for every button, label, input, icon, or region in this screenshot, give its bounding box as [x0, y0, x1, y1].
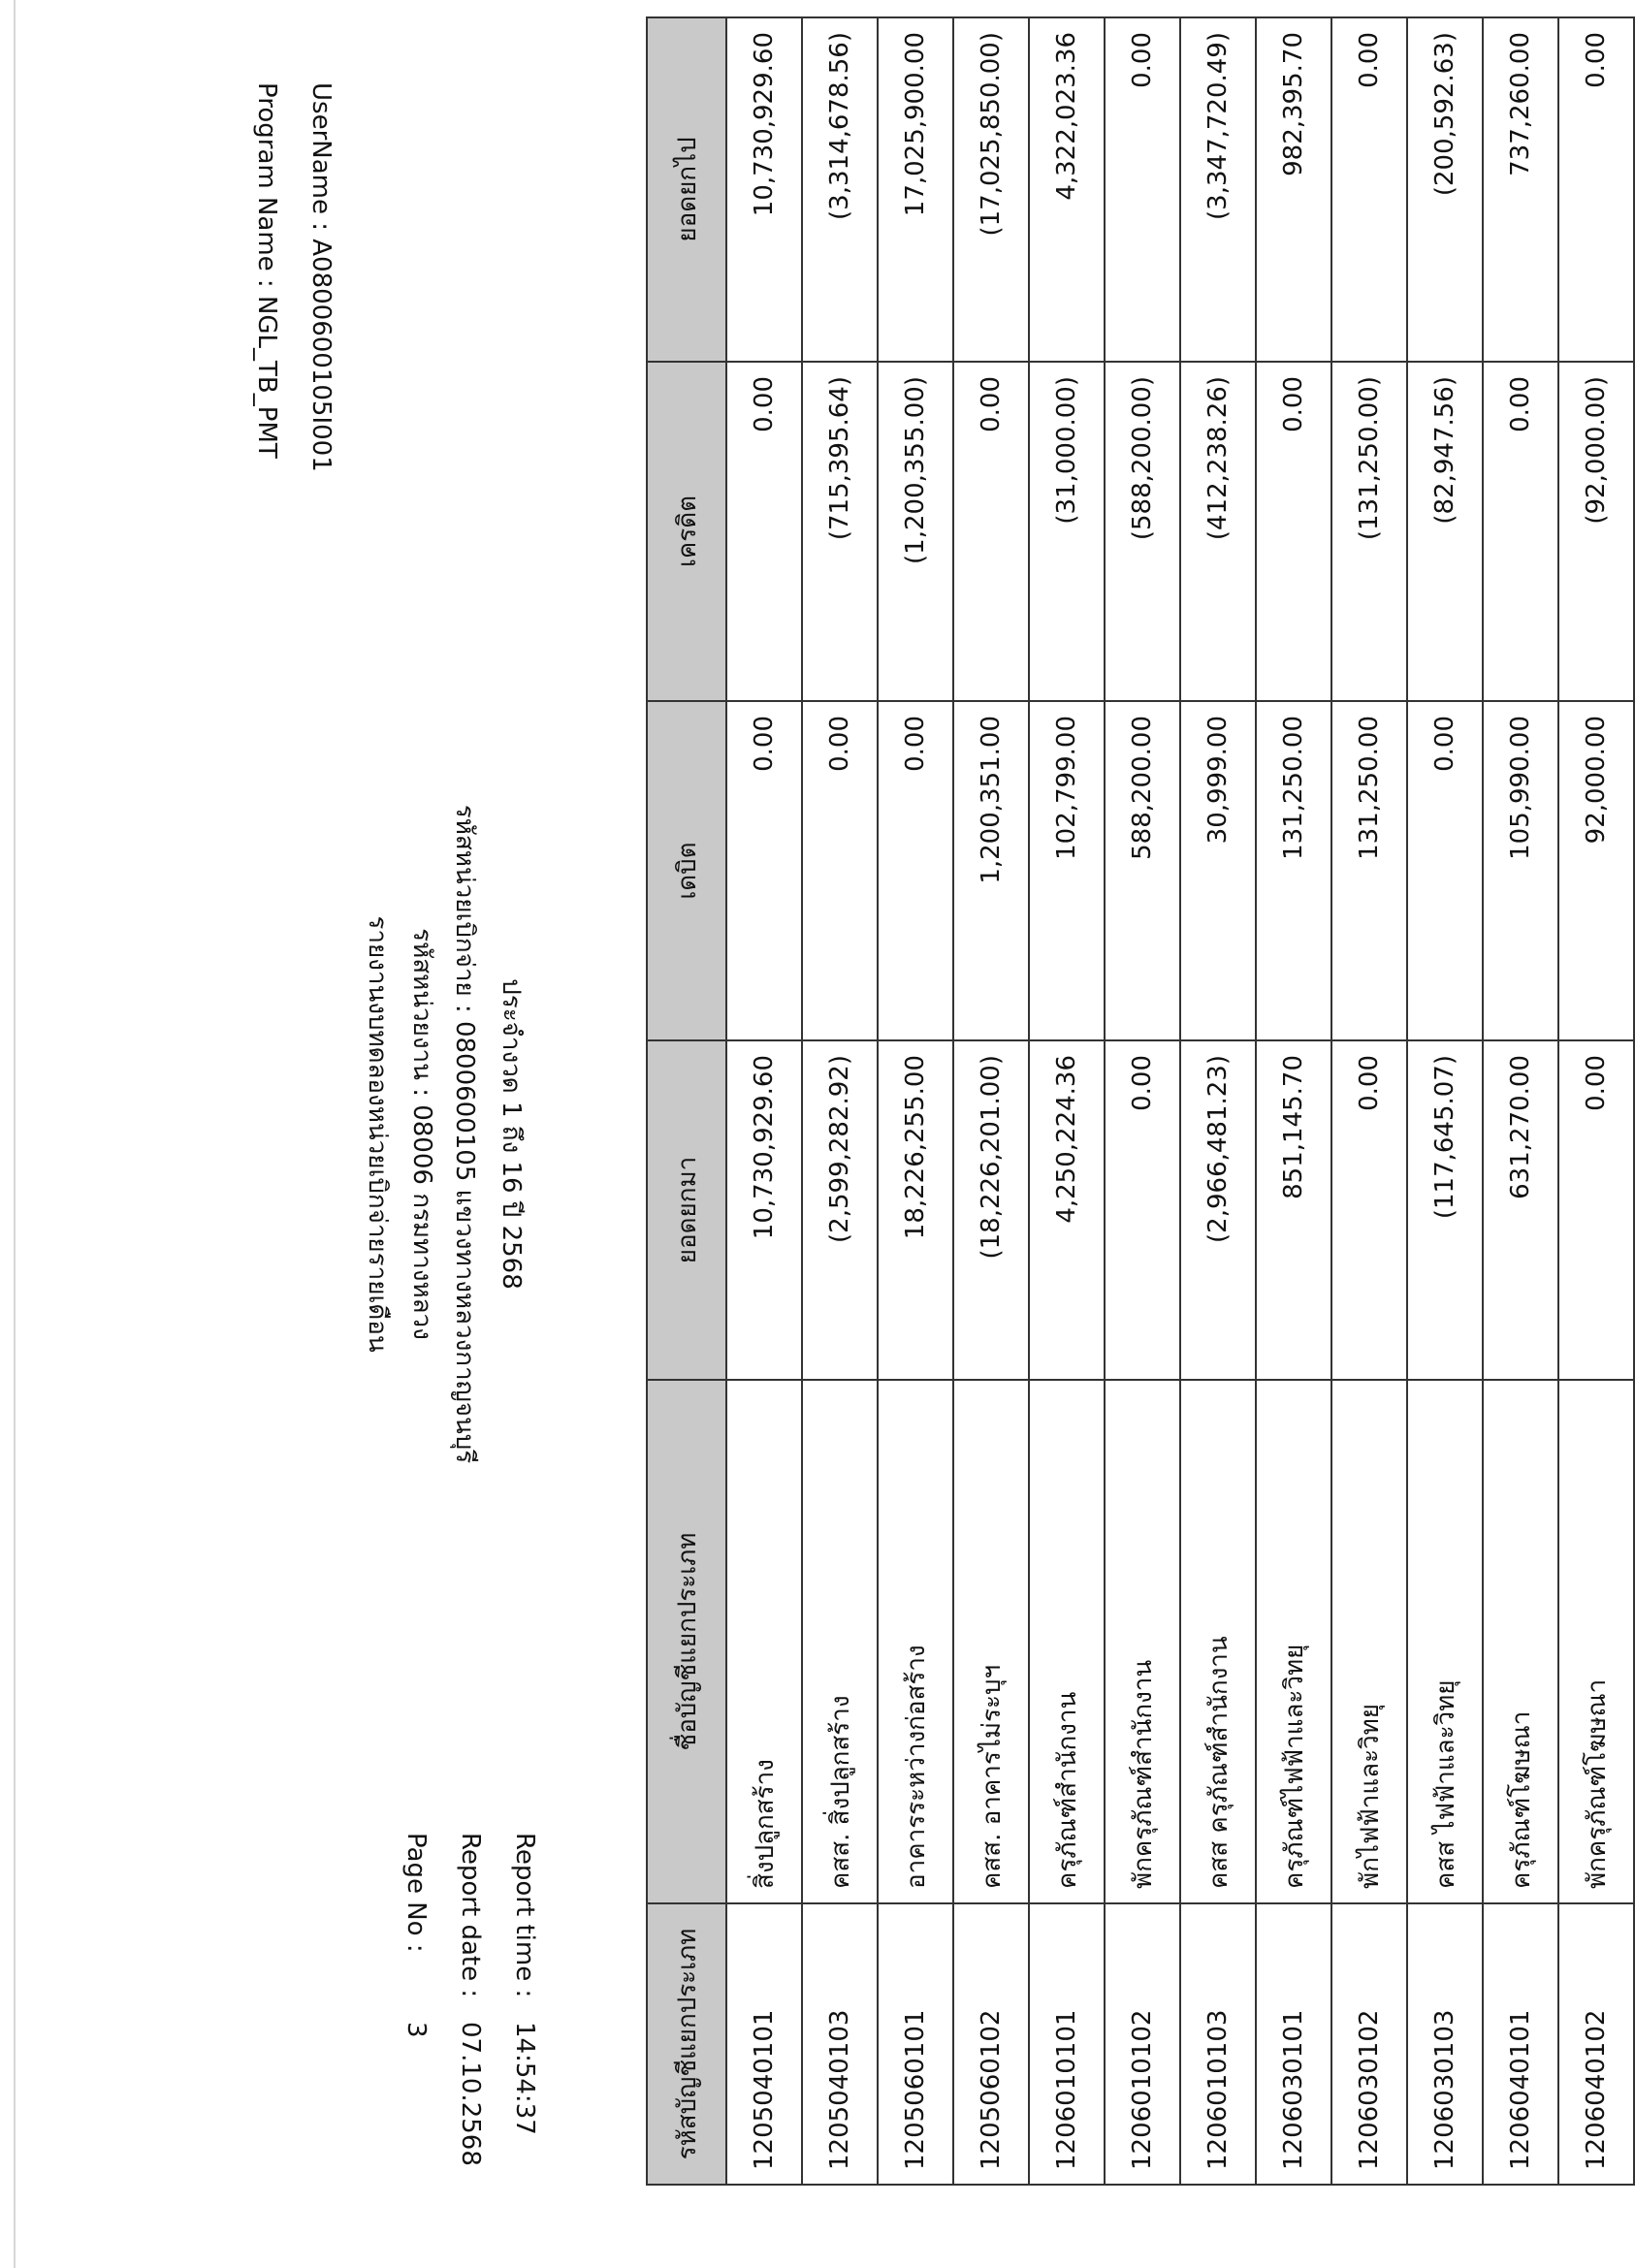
- carried-forward-cell: 10,730,929.60: [726, 17, 802, 362]
- debit-cell: 1,200,351.00: [953, 701, 1029, 1040]
- credit-cell: (715,395.64): [802, 362, 878, 701]
- credit-cell: (31,000.00): [1029, 362, 1105, 701]
- table-row: [953, 17, 1029, 2185]
- credit-cell: 0.00: [1483, 362, 1558, 701]
- account-name-cell: พักครุภัณฑ์โฆษณา: [1558, 1380, 1634, 1903]
- report-time: 14:54:37: [510, 2022, 539, 2135]
- user-name: UserName : A0800600105I001: [306, 82, 336, 472]
- brought-forward-cell: (117,645.07): [1407, 1040, 1483, 1380]
- account-code-cell: 1206010103: [1180, 1903, 1256, 2185]
- brought-forward-cell: (18,226,201.00): [953, 1040, 1029, 1380]
- account-name-cell: คสส ครุภัณฑ์สำนักงาน: [1180, 1380, 1256, 1903]
- account-name-cell: ครุภัณฑ์ไฟฟ้าและวิทยุ: [1256, 1380, 1331, 1903]
- report-period: ประจำงวด 1 ถึง 16 ปี 2568: [497, 978, 526, 1290]
- account-code-cell: 1206030101: [1256, 1903, 1331, 2185]
- carried-forward-cell: 0.00: [1331, 17, 1407, 362]
- credit-cell: 0.00: [726, 362, 802, 701]
- brought-forward-cell: 0.00: [1105, 1040, 1180, 1380]
- report-title: รายงานงบทดลองหน่วยเบิกจ่ายรายเดือน: [363, 915, 392, 1353]
- brought-forward-cell: (2,599,282.92): [802, 1040, 878, 1380]
- report-date-label: Report date :: [456, 1833, 485, 1998]
- debit-cell: 92,000.00: [1558, 701, 1634, 1040]
- debit-cell: 30,999.00: [1180, 701, 1256, 1040]
- table-row: [1558, 17, 1634, 2185]
- account-name-cell: ครุภัณฑ์สำนักงาน: [1029, 1380, 1105, 1903]
- credit-cell: (92,000.00): [1558, 362, 1634, 701]
- account-code-cell: 1206030102: [1331, 1903, 1407, 2185]
- col-account-code: รหัสบัญชีแยกประเภท: [647, 1903, 726, 2185]
- brought-forward-cell: 631,270.00: [1483, 1040, 1558, 1380]
- brought-forward-cell: 4,250,224.36: [1029, 1040, 1105, 1380]
- account-name-cell: อาคารระหว่างก่อสร้าง: [878, 1380, 953, 1903]
- carried-forward-cell: (3,347,720.49): [1180, 17, 1256, 362]
- debit-cell: 0.00: [878, 701, 953, 1040]
- trial-balance-table: [646, 16, 1635, 2186]
- col-debit: เดบิต: [647, 701, 726, 1040]
- debit-cell: 105,990.00: [1483, 701, 1558, 1040]
- page-no: 3: [401, 2022, 431, 2038]
- carried-forward-cell: 17,025,900.00: [878, 17, 953, 362]
- carried-forward-cell: (17,025,850.00): [953, 17, 1029, 362]
- col-brought-forward: ยอดยกมา: [647, 1040, 726, 1380]
- agency-code: รหัสหน่วยงาน : 08006 กรมทางหลวง: [407, 928, 436, 1340]
- disbursing-unit: รหัสหน่วยเบิกจ่าย : 0800600105 แขวงทางหลวงกาญจนบุรี: [450, 804, 479, 1464]
- debit-cell: 0.00: [726, 701, 802, 1040]
- account-code-cell: 1206030103: [1407, 1903, 1483, 2185]
- carried-forward-cell: 4,322,023.36: [1029, 17, 1105, 362]
- brought-forward-cell: 0.00: [1558, 1040, 1634, 1380]
- program-name: Program Name : NGL_TB_PMT: [252, 82, 281, 459]
- table-row: [1407, 17, 1483, 2185]
- credit-cell: (588,200.00): [1105, 362, 1180, 701]
- credit-cell: (1,200,355.00): [878, 362, 953, 701]
- brought-forward-cell: 18,226,255.00: [878, 1040, 953, 1380]
- account-code-cell: 1205040101: [726, 1903, 802, 2185]
- carried-forward-cell: 0.00: [1105, 17, 1180, 362]
- carried-forward-cell: 982,395.70: [1256, 17, 1331, 362]
- table-row: [726, 17, 802, 2185]
- account-code-cell: 1206010101: [1029, 1903, 1105, 2185]
- debit-cell: 588,200.00: [1105, 701, 1180, 1040]
- account-code-cell: 1206040101: [1483, 1903, 1558, 2185]
- report-time-label: Report time :: [510, 1833, 539, 1998]
- table-row: [1029, 17, 1105, 2185]
- credit-cell: 0.00: [1256, 362, 1331, 701]
- table-row: [1180, 17, 1256, 2185]
- account-code-cell: 1205060101: [878, 1903, 953, 2185]
- page-no-label: Page No :: [401, 1833, 431, 1953]
- account-name-cell: คสส. อาคารไม่ระบุฯ: [953, 1380, 1029, 1903]
- col-carried-forward: ยอดยกไป: [647, 17, 726, 362]
- account-name-cell: พักครุภัณฑ์สำนักงาน: [1105, 1380, 1180, 1903]
- debit-cell: 0.00: [1407, 701, 1483, 1040]
- table-row: [1105, 17, 1180, 2185]
- debit-cell: 0.00: [802, 701, 878, 1040]
- account-name-cell: คสส. สิ่งปลูกสร้าง: [802, 1380, 878, 1903]
- scan-edge-line: [14, 0, 16, 2268]
- table-row: [802, 17, 878, 2185]
- table-row: [1331, 17, 1407, 2185]
- credit-cell: (131,250.00): [1331, 362, 1407, 701]
- carried-forward-cell: (3,314,678.56): [802, 17, 878, 362]
- account-code-cell: 1205040103: [802, 1903, 878, 2185]
- debit-cell: 102,799.00: [1029, 701, 1105, 1040]
- col-account-name: ชื่อบัญชีแยกประเภท: [647, 1380, 726, 1903]
- col-credit: เครดิต: [647, 362, 726, 701]
- credit-cell: (412,238.26): [1180, 362, 1256, 701]
- table-header-row: [647, 17, 726, 2185]
- brought-forward-cell: 851,145.70: [1256, 1040, 1331, 1380]
- table-row: [1483, 17, 1558, 2185]
- account-name-cell: คสส ไฟฟ้าและวิทยุ: [1407, 1380, 1483, 1903]
- report-date: 07.10.2568: [456, 2022, 485, 2166]
- credit-cell: (82,947.56): [1407, 362, 1483, 701]
- account-name-cell: พักไฟฟ้าและวิทยุ: [1331, 1380, 1407, 1903]
- account-name-cell: สิ่งปลูกสร้าง: [726, 1380, 802, 1903]
- carried-forward-cell: 737,260.00: [1483, 17, 1558, 362]
- table-row: [878, 17, 953, 2185]
- brought-forward-cell: (2,966,481.23): [1180, 1040, 1256, 1380]
- brought-forward-cell: 10,730,929.60: [726, 1040, 802, 1380]
- account-code-cell: 1206040102: [1558, 1903, 1634, 2185]
- carried-forward-cell: (200,592.63): [1407, 17, 1483, 362]
- debit-cell: 131,250.00: [1331, 701, 1407, 1040]
- account-code-cell: 1205060102: [953, 1903, 1029, 2185]
- table-row: [1256, 17, 1331, 2185]
- account-code-cell: 1206010102: [1105, 1903, 1180, 2185]
- account-name-cell: ครุภัณฑ์โฆษณา: [1483, 1380, 1558, 1903]
- debit-cell: 131,250.00: [1256, 701, 1331, 1040]
- credit-cell: 0.00: [953, 362, 1029, 701]
- brought-forward-cell: 0.00: [1331, 1040, 1407, 1380]
- carried-forward-cell: 0.00: [1558, 17, 1634, 362]
